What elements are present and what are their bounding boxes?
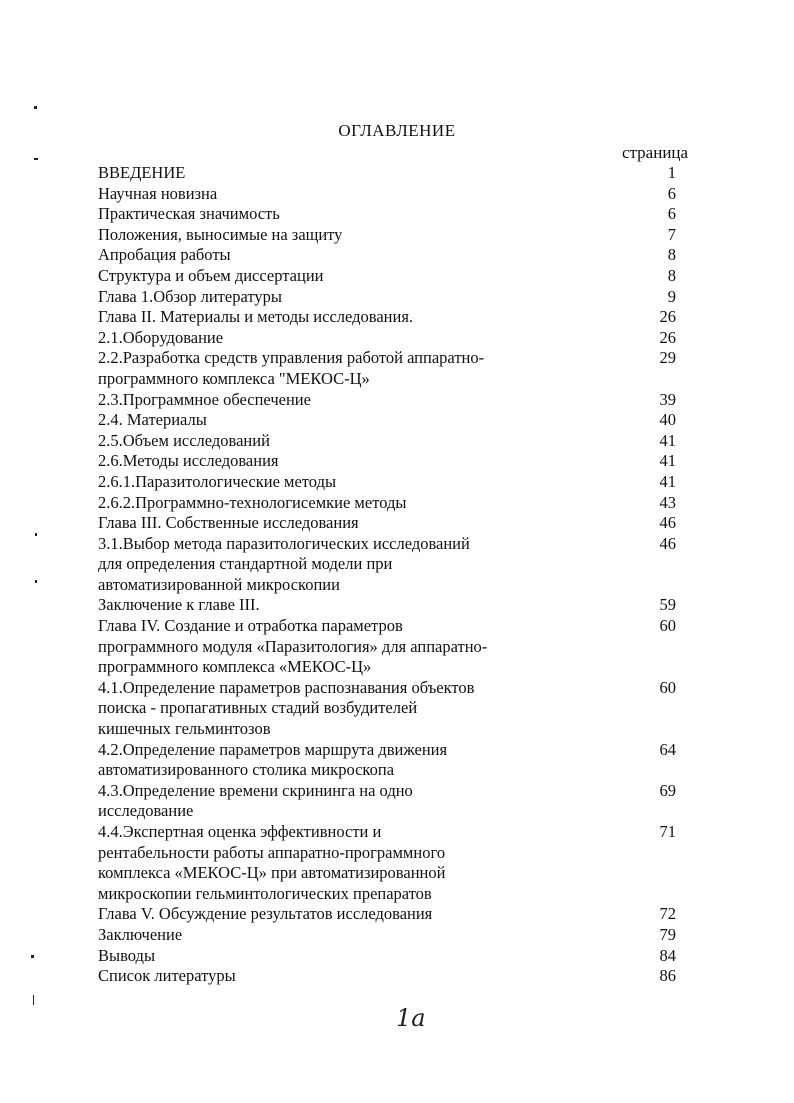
toc-entry-title: [98, 595, 618, 616]
toc-entry-page: 46: [659, 533, 676, 553]
toc-entry-line: для определения стандартной модели при: [98, 554, 393, 574]
toc-entry: [98, 904, 678, 925]
toc-entry: [98, 163, 678, 184]
toc-entry: [98, 946, 678, 967]
toc-entry-line: Научная новизна: [98, 183, 218, 203]
toc-entry-line: 2.1.Оборудование: [98, 327, 224, 347]
toc-entry-title: [98, 287, 618, 308]
toc-entry-title: [98, 493, 618, 514]
toc-entry-title: [98, 307, 618, 328]
toc-entry-title: [98, 472, 618, 493]
toc-entry-line: 2.3.Программное обеспечение: [98, 389, 311, 409]
toc-entry: [98, 328, 678, 349]
toc-entry: [98, 678, 678, 740]
toc-entry-page: 64: [659, 739, 676, 759]
toc-entry-page: 40: [659, 410, 676, 430]
handwritten-page-number: 1а: [396, 1004, 426, 1032]
toc-entry-page: 69: [659, 780, 676, 800]
toc-entry: [98, 410, 678, 431]
toc-entry-line: 3.1.Выбор метода паразитологических исследований: [98, 533, 470, 553]
toc-entry-line: 4.3.Определение времени скрининга на одно: [98, 780, 413, 800]
toc-entry-page: 29: [659, 348, 676, 368]
toc-entry-title: [98, 184, 618, 205]
toc-entry-line: 2.6.1.Паразитологические методы: [98, 471, 337, 491]
toc-entry-title: [98, 204, 618, 225]
toc-entry-title: [98, 225, 618, 246]
toc-entry-title: [98, 266, 618, 287]
toc-entry-line: 2.6.2.Программно-технологисемкие методы: [98, 492, 407, 512]
toc-entry-page: 8: [667, 245, 676, 265]
toc-entry-line: Выводы: [98, 945, 156, 965]
toc-entry-line: Практическая значимость: [98, 204, 280, 224]
toc-entry: [98, 513, 678, 534]
toc-entry-line: Структура и объем диссертации: [98, 265, 324, 285]
toc-entry-title: [98, 451, 618, 472]
toc-entry-page: 26: [659, 307, 676, 327]
toc-entry-page: 84: [659, 945, 676, 965]
toc-entry: [98, 307, 678, 328]
toc-entry-page: 59: [659, 595, 676, 615]
toc-entry-page: 60: [659, 616, 676, 636]
scan-speck: [34, 106, 37, 109]
toc-entry-page: 71: [659, 822, 676, 841]
toc-entry-line: Глава II. Материалы и методы исследования.: [98, 307, 414, 327]
toc-entry-page: 43: [659, 492, 676, 512]
toc-entry-page: 9: [667, 286, 676, 306]
toc-title: ОГЛАВЛЕНИЕ: [338, 121, 456, 140]
toc-entry-line: 2.6.Методы исследования: [98, 451, 279, 471]
toc-entry-line: программного комплекса "МЕКОС-Ц»: [98, 368, 370, 388]
toc-entry: [98, 472, 678, 493]
toc-entry: [98, 266, 678, 287]
toc-entry-title: [98, 390, 618, 411]
toc-entry-page: 41: [659, 451, 676, 471]
toc-entry-line: программного комплекса «МЕКОС-Ц»: [98, 657, 372, 677]
toc-entry-line: Положения, выносимые на защиту: [98, 224, 343, 244]
toc-entry-title: [98, 534, 618, 596]
scan-speck: [33, 995, 34, 1005]
page-column-header: страница: [622, 143, 689, 162]
toc-entry-page: 26: [659, 327, 676, 347]
toc-entry-page: 39: [659, 389, 676, 409]
toc-entry: [98, 740, 678, 781]
toc-entry-line: автоматизированной микроскопии: [98, 574, 340, 594]
toc-entry-line: Глава IV. Создание и отработка параметров: [98, 616, 403, 636]
toc-entry: [98, 534, 678, 596]
toc-entry-line: комплекса «МЕКОС-Ц» при автоматизированной: [98, 863, 446, 883]
toc-entry: [98, 616, 678, 678]
toc-entry-line: кишечных гельминтозов: [98, 719, 271, 739]
toc-entry: [98, 348, 678, 389]
toc-entry-line: 2.5.Объем исследований: [98, 430, 270, 450]
toc-entry-title: [98, 925, 618, 946]
toc-entry: [98, 781, 678, 822]
toc-entry-page: 7: [667, 224, 676, 244]
toc-entry: [98, 287, 678, 308]
toc-entry-title: [98, 904, 618, 925]
toc-entry-line: программного модуля «Паразитология» для аппаратно-: [98, 636, 488, 656]
toc-entry-line: автоматизированного столика микроскопа: [98, 760, 395, 780]
toc-entry: [98, 184, 678, 205]
toc-entry: [98, 390, 678, 411]
toc-entry-line: рентабельности работы аппаратно-программного: [98, 842, 446, 862]
toc-entry-title: [98, 431, 618, 452]
toc-entry: [98, 966, 678, 987]
toc-entry-line: 4.1.Определение параметров распознавания объектов: [98, 677, 475, 697]
toc-entry: [98, 245, 678, 266]
toc-entry-title: [98, 781, 618, 822]
toc-entry-line: Заключение: [98, 924, 183, 944]
toc-entry-line: Глава 1.Обзор литературы: [98, 286, 282, 306]
toc-entry-line: 2.2.Разработка средств управления работой аппаратно-: [98, 348, 485, 368]
toc-entry-page: 72: [659, 904, 676, 924]
toc-entry-page: 1: [667, 163, 676, 182]
toc-entry: [98, 925, 678, 946]
toc-entry-title: [98, 163, 618, 184]
toc-entry-title: [98, 740, 618, 781]
toc-entry-line: Апробация работы: [98, 245, 231, 265]
toc-entry-page: 6: [667, 183, 676, 203]
toc-entry-title: [98, 410, 618, 431]
toc-entry: [98, 225, 678, 246]
toc-entry-line: Глава III. Собственные исследования: [98, 513, 359, 533]
toc-entry: [98, 451, 678, 472]
toc-entry-line: 4.4.Экспертная оценка эффективности и: [98, 822, 382, 841]
toc-entry-page: 8: [667, 265, 676, 285]
toc-entry-title: [98, 946, 618, 967]
toc-entry: [98, 431, 678, 452]
toc-entry-title: [98, 616, 618, 678]
toc-entry-page: 86: [659, 966, 676, 986]
toc-entry: [98, 595, 678, 616]
toc-entry-line: Глава V. Обсуждение результатов исследования: [98, 904, 433, 924]
toc-entry: [98, 204, 678, 225]
scan-speck: [35, 533, 37, 536]
toc-entry-title: [98, 245, 618, 266]
toc-entry-title: [98, 966, 618, 987]
scan-speck: [34, 158, 38, 160]
toc-entry-title: [98, 513, 618, 534]
toc-entry-title: [98, 678, 618, 740]
toc-entry-line: 2.4. Материалы: [98, 410, 207, 430]
toc-entry-line: поиска - пропагативных стадий возбудителей: [98, 698, 418, 718]
toc-entry-page: 60: [659, 677, 676, 697]
toc-entry-line: 4.2.Определение параметров маршрута движения: [98, 739, 448, 759]
scan-speck: [31, 955, 34, 958]
toc-entry-line: Список литературы: [98, 966, 236, 986]
toc-entry-title: [98, 348, 618, 389]
toc-entry-page: 46: [659, 513, 676, 533]
toc-entry: [98, 493, 678, 514]
toc-entry-line: микроскопии гельминтологических препаратов: [98, 883, 432, 903]
scan-speck: [35, 580, 37, 583]
toc-entry-line: ВВЕДЕНИЕ: [98, 163, 186, 182]
toc-entry-title: [98, 328, 618, 349]
toc-entry-title: [98, 822, 618, 904]
toc-entry-page: 41: [659, 430, 676, 450]
toc-entry-page: 79: [659, 924, 676, 944]
toc-entry: [98, 822, 678, 904]
toc-entry-page: 41: [659, 471, 676, 491]
toc-entry-line: исследование: [98, 801, 194, 821]
toc-entry-page: 6: [667, 204, 676, 224]
toc-list: [98, 163, 678, 987]
toc-entry-line: Заключение к главе III.: [98, 595, 260, 615]
